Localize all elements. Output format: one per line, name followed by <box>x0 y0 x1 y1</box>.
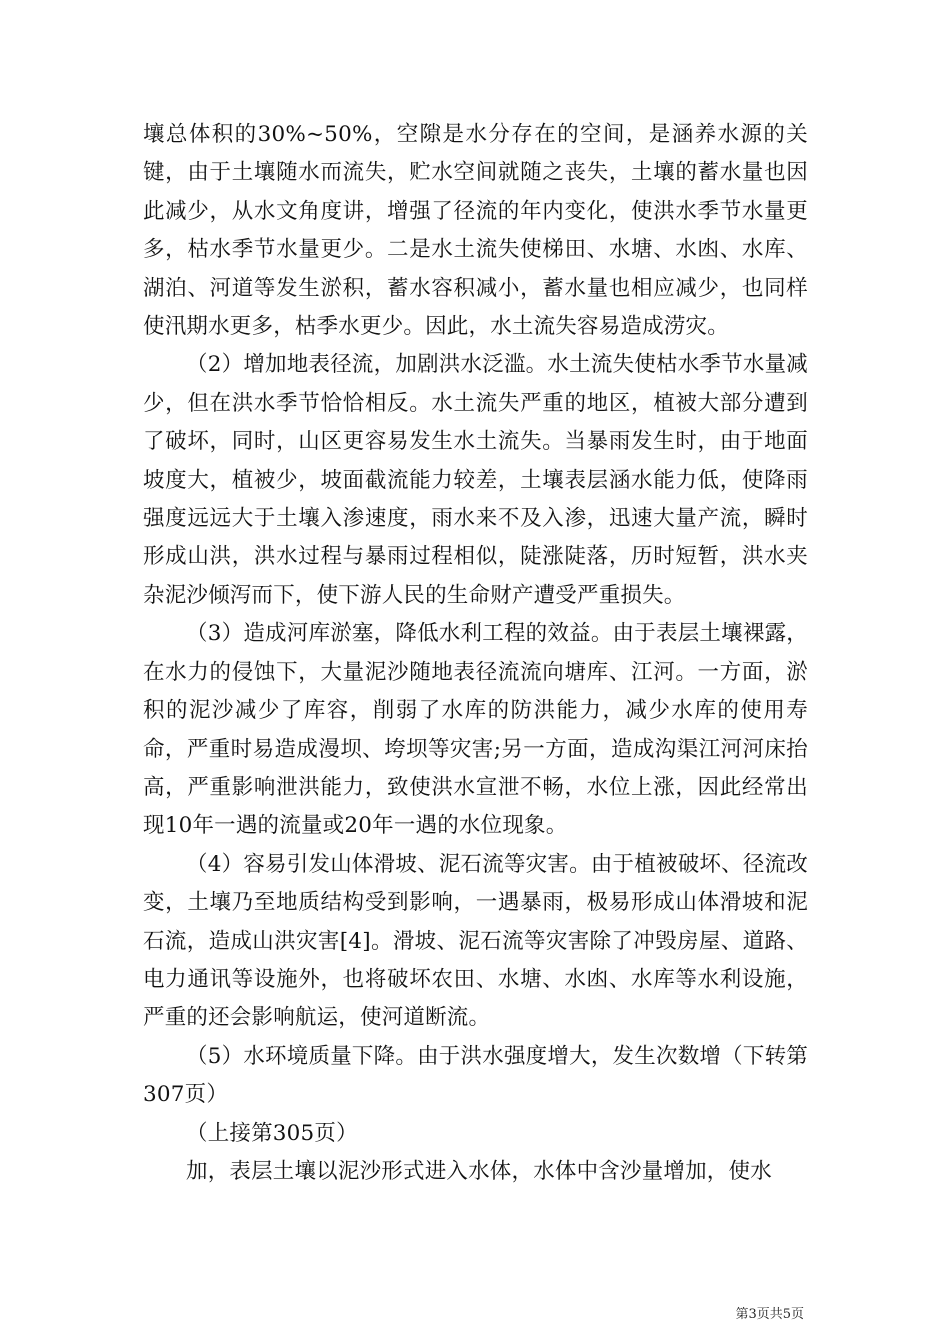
paragraph-continued: 壤总体积的30%~50%，空隙是水分存在的空间，是涵养水源的关键，由于土壤随水而流失，贮水空间就随之丧失，土壤的蓄水量也因此减少，从水文角度讲，增强了径流的年内变化，使洪水季节水量更多，枯水季节水量更少。二是水土流失使梯田、水塘、水凼、水库、湖泊、河道等发生淤积，蓄水容积减小，蓄水量也相应减少，也同样使汛期水更多，枯季水更少。因此，水土流失容易造成涝灾。 <box>143 122 808 340</box>
paragraph-2-runoff: （2）增加地表径流，加剧洪水泛滥。水土流失使枯水季节水量减少，但在洪水季节恰恰相反。水土流失严重的地区，植被大部分遭到了破坏，同时，山区更容易发生水土流失。当暴雨发生时，由于地面坡度大，植被少，坡面截流能力较差，土壤表层涵水能力低，使降雨强度远远大于土壤入渗速度，雨水来不及入渗，迅速大量产流，瞬时形成山洪，洪水过程与暴雨过程相似，陡涨陡落，历时短暂，洪水夹杂泥沙倾泻而下，使下游人民的生命财产遭受严重损失。 <box>143 352 808 608</box>
paragraph-3-siltation: （3）造成河库淤塞，降低水利工程的效益。由于表层土壤裸露，在水力的侵蚀下，大量泥沙随地表径流流向塘库、江河。一方面，淤积的泥沙减少了库容，削弱了水库的防洪能力，减少水库的使用寿命，严重时易造成漫坝、垮坝等灾害;另一方面，造成沟渠江河河床抬高，严重影响泄洪能力，致使洪水宣泄不畅，水位上涨，因此经常出现10年一遇的流量或20年一遇的水位现象。 <box>143 621 808 839</box>
paragraph-continuation: 加，表层土壤以泥沙形式进入水体，水体中含沙量增加，使水 <box>186 1158 772 1184</box>
page-number: 第3页共5页 <box>735 1307 804 1322</box>
paragraph-5-water-quality: （5）水环境质量下降。由于洪水强度增大，发生次数增（下转第307页） <box>143 1043 808 1108</box>
continuation-note: （上接第305页） <box>186 1120 358 1146</box>
paragraph-4-landslide: （4）容易引发山体滑坡、泥石流等灾害。由于植被破坏、径流改变，土壤乃至地质结构受到影响，一遇暴雨，极易形成山体滑坡和泥石流，造成山洪灾害[4]。滑坡、泥石流等灾害除了冲毁房屋、道路、电力通讯等设施外，也将破坏农田、水塘、水凼、水库等水利设施，严重的还会影响航运，使河道断流。 <box>143 851 808 1031</box>
body-text <box>143 116 808 1191</box>
